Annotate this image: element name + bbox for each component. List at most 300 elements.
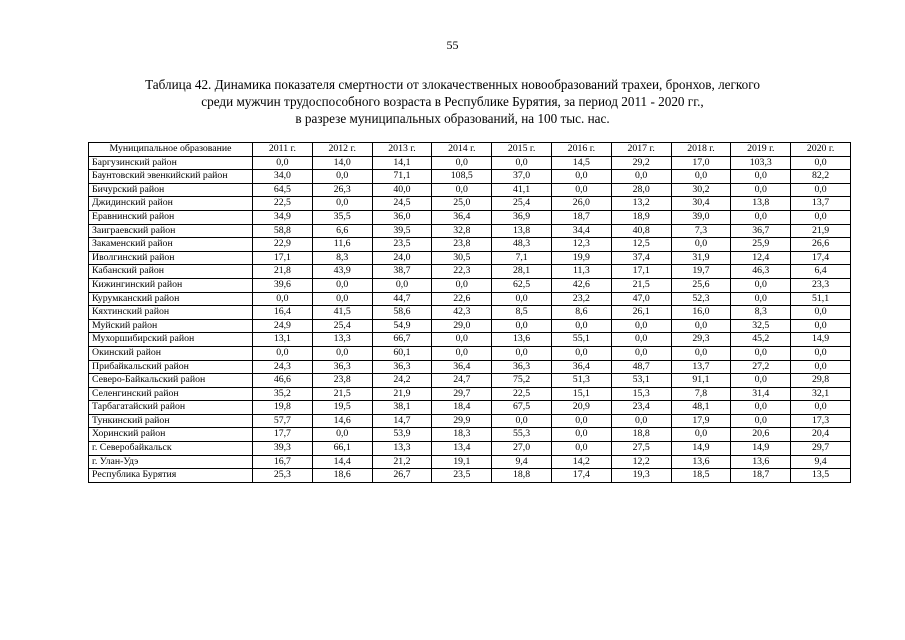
rate-value-cell: 25,9 <box>731 238 791 252</box>
caption-line-2: среди мужчин трудоспособного возраста в Республике Бурятия, за период 2011 - 2020 гг., <box>201 94 704 109</box>
rate-value-cell: 0,0 <box>791 319 851 333</box>
rate-value-cell: 55,3 <box>492 428 552 442</box>
rate-value-cell: 29,8 <box>791 374 851 388</box>
rate-value-cell: 0,0 <box>253 292 313 306</box>
rate-value-cell: 39,3 <box>253 442 313 456</box>
rate-value-cell: 43,9 <box>312 265 372 279</box>
mortality-table <box>88 142 851 483</box>
rate-value-cell: 13,1 <box>253 333 313 347</box>
rate-value-cell: 75,2 <box>492 374 552 388</box>
column-header-year: 2020 г. <box>791 143 851 157</box>
municipality-name-cell: Северо-Байкальский район <box>89 374 253 388</box>
rate-value-cell: 14,1 <box>372 156 432 170</box>
rate-value-cell: 48,3 <box>492 238 552 252</box>
rate-value-cell: 0,0 <box>551 346 611 360</box>
municipality-name-cell: Окинский район <box>89 346 253 360</box>
rate-value-cell: 29,9 <box>432 414 492 428</box>
rate-value-cell: 40,0 <box>372 183 432 197</box>
column-header-year: 2012 г. <box>312 143 372 157</box>
municipality-name-cell: Баргузинский район <box>89 156 253 170</box>
rate-value-cell: 22,9 <box>253 238 313 252</box>
rate-value-cell: 8,5 <box>492 306 552 320</box>
caption-line-3: в разрезе муниципальных образований, на 100 тыс. нас. <box>295 111 610 126</box>
rate-value-cell: 0,0 <box>312 346 372 360</box>
rate-value-cell: 0,0 <box>312 197 372 211</box>
rate-value-cell: 0,0 <box>731 414 791 428</box>
rate-value-cell: 8,6 <box>551 306 611 320</box>
rate-value-cell: 23,5 <box>372 238 432 252</box>
rate-value-cell: 13,4 <box>432 442 492 456</box>
column-header-year: 2018 г. <box>671 143 731 157</box>
rate-value-cell: 26,7 <box>372 469 432 483</box>
rate-value-cell: 14,5 <box>551 156 611 170</box>
rate-value-cell: 26,6 <box>791 238 851 252</box>
rate-value-cell: 66,1 <box>312 442 372 456</box>
municipality-name-cell: Тарбагатайский район <box>89 401 253 415</box>
rate-value-cell: 15,1 <box>551 387 611 401</box>
rate-value-cell: 0,0 <box>731 401 791 415</box>
table-row <box>89 278 851 292</box>
rate-value-cell: 66,7 <box>372 333 432 347</box>
rate-value-cell: 0,0 <box>791 156 851 170</box>
rate-value-cell: 25,4 <box>492 197 552 211</box>
rate-value-cell: 0,0 <box>312 292 372 306</box>
municipality-name-cell: Кижингинский район <box>89 278 253 292</box>
rate-value-cell: 18,5 <box>671 469 731 483</box>
rate-value-cell: 51,1 <box>791 292 851 306</box>
rate-value-cell: 35,2 <box>253 387 313 401</box>
table-caption <box>60 76 845 127</box>
rate-value-cell: 19,3 <box>611 469 671 483</box>
rate-value-cell: 8,3 <box>312 251 372 265</box>
rate-value-cell: 0,0 <box>432 278 492 292</box>
rate-value-cell: 20,9 <box>551 401 611 415</box>
rate-value-cell: 21,8 <box>253 265 313 279</box>
rate-value-cell: 12,4 <box>731 251 791 265</box>
rate-value-cell: 91,1 <box>671 374 731 388</box>
rate-value-cell: 0,0 <box>432 333 492 347</box>
rate-value-cell: 23,8 <box>432 238 492 252</box>
rate-value-cell: 0,0 <box>312 428 372 442</box>
rate-value-cell: 17,4 <box>791 251 851 265</box>
table-header-row <box>89 143 851 157</box>
rate-value-cell: 13,8 <box>731 197 791 211</box>
rate-value-cell: 17,9 <box>671 414 731 428</box>
rate-value-cell: 67,5 <box>492 401 552 415</box>
rate-value-cell: 36,4 <box>432 210 492 224</box>
rate-value-cell: 21,5 <box>611 278 671 292</box>
rate-value-cell: 34,9 <box>253 210 313 224</box>
rate-value-cell: 39,6 <box>253 278 313 292</box>
column-header-municipality: Муниципальное образование <box>89 143 253 157</box>
table-row <box>89 374 851 388</box>
table-row <box>89 224 851 238</box>
rate-value-cell: 21,5 <box>312 387 372 401</box>
rate-value-cell: 19,8 <box>253 401 313 415</box>
rate-value-cell: 19,5 <box>312 401 372 415</box>
rate-value-cell: 41,5 <box>312 306 372 320</box>
rate-value-cell: 0,0 <box>671 428 731 442</box>
rate-value-cell: 18,9 <box>611 210 671 224</box>
municipality-name-cell: Кяхтинский район <box>89 306 253 320</box>
rate-value-cell: 0,0 <box>731 210 791 224</box>
rate-value-cell: 108,5 <box>432 170 492 184</box>
municipality-name-cell: Прибайкальский район <box>89 360 253 374</box>
table-row <box>89 333 851 347</box>
rate-value-cell: 103,3 <box>731 156 791 170</box>
rate-value-cell: 62,5 <box>492 278 552 292</box>
rate-value-cell: 0,0 <box>731 374 791 388</box>
rate-value-cell: 13,6 <box>492 333 552 347</box>
rate-value-cell: 0,0 <box>611 333 671 347</box>
rate-value-cell: 18,3 <box>432 428 492 442</box>
rate-value-cell: 13,8 <box>492 224 552 238</box>
table-body <box>89 156 851 482</box>
rate-value-cell: 36,3 <box>312 360 372 374</box>
municipality-name-cell: Закаменский район <box>89 238 253 252</box>
rate-value-cell: 51,3 <box>551 374 611 388</box>
rate-value-cell: 0,0 <box>432 156 492 170</box>
rate-value-cell: 8,3 <box>731 306 791 320</box>
rate-value-cell: 0,0 <box>671 346 731 360</box>
municipality-name-cell: Хоринский район <box>89 428 253 442</box>
rate-value-cell: 41,1 <box>492 183 552 197</box>
table-row <box>89 251 851 265</box>
rate-value-cell: 55,1 <box>551 333 611 347</box>
rate-value-cell: 17,3 <box>791 414 851 428</box>
table-row <box>89 238 851 252</box>
rate-value-cell: 13,2 <box>611 197 671 211</box>
rate-value-cell: 0,0 <box>492 346 552 360</box>
rate-value-cell: 13,6 <box>731 455 791 469</box>
rate-value-cell: 0,0 <box>611 319 671 333</box>
rate-value-cell: 24,9 <box>253 319 313 333</box>
rate-value-cell: 0,0 <box>372 278 432 292</box>
rate-value-cell: 17,0 <box>671 156 731 170</box>
municipality-name-cell: Тункинский район <box>89 414 253 428</box>
rate-value-cell: 82,2 <box>791 170 851 184</box>
rate-value-cell: 20,6 <box>731 428 791 442</box>
rate-value-cell: 0,0 <box>791 306 851 320</box>
municipality-name-cell: Бичурский район <box>89 183 253 197</box>
rate-value-cell: 0,0 <box>791 183 851 197</box>
rate-value-cell: 0,0 <box>671 319 731 333</box>
rate-value-cell: 0,0 <box>731 183 791 197</box>
rate-value-cell: 19,9 <box>551 251 611 265</box>
rate-value-cell: 0,0 <box>492 319 552 333</box>
rate-value-cell: 13,6 <box>671 455 731 469</box>
rate-value-cell: 27,5 <box>611 442 671 456</box>
rate-value-cell: 0,0 <box>791 360 851 374</box>
rate-value-cell: 29,2 <box>611 156 671 170</box>
municipality-name-cell: г. Улан-Удэ <box>89 455 253 469</box>
rate-value-cell: 14,4 <box>312 455 372 469</box>
table-row <box>89 455 851 469</box>
rate-value-cell: 34,4 <box>551 224 611 238</box>
rate-value-cell: 23,5 <box>432 469 492 483</box>
rate-value-cell: 0,0 <box>492 292 552 306</box>
page-number: 55 <box>446 38 459 52</box>
table-row <box>89 292 851 306</box>
rate-value-cell: 24,2 <box>372 374 432 388</box>
rate-value-cell: 53,1 <box>611 374 671 388</box>
rate-value-cell: 13,7 <box>791 197 851 211</box>
rate-value-cell: 58,8 <box>253 224 313 238</box>
rate-value-cell: 25,6 <box>671 278 731 292</box>
rate-value-cell: 15,3 <box>611 387 671 401</box>
rate-value-cell: 30,5 <box>432 251 492 265</box>
table-row <box>89 170 851 184</box>
rate-value-cell: 32,1 <box>791 387 851 401</box>
rate-value-cell: 24,5 <box>372 197 432 211</box>
rate-value-cell: 29,3 <box>671 333 731 347</box>
rate-value-cell: 7,1 <box>492 251 552 265</box>
rate-value-cell: 0,0 <box>611 170 671 184</box>
rate-value-cell: 32,8 <box>432 224 492 238</box>
rate-value-cell: 27,2 <box>731 360 791 374</box>
rate-value-cell: 22,6 <box>432 292 492 306</box>
table-row <box>89 210 851 224</box>
rate-value-cell: 36,4 <box>551 360 611 374</box>
rate-value-cell: 0,0 <box>551 442 611 456</box>
rate-value-cell: 71,1 <box>372 170 432 184</box>
table-row <box>89 360 851 374</box>
table-row <box>89 346 851 360</box>
rate-value-cell: 7,3 <box>671 224 731 238</box>
rate-value-cell: 13,3 <box>372 442 432 456</box>
rate-value-cell: 0,0 <box>731 292 791 306</box>
rate-value-cell: 0,0 <box>611 346 671 360</box>
rate-value-cell: 54,9 <box>372 319 432 333</box>
rate-value-cell: 47,0 <box>611 292 671 306</box>
rate-value-cell: 7,8 <box>671 387 731 401</box>
rate-value-cell: 19,7 <box>671 265 731 279</box>
rate-value-cell: 22,3 <box>432 265 492 279</box>
rate-value-cell: 28,1 <box>492 265 552 279</box>
table-row <box>89 183 851 197</box>
rate-value-cell: 26,3 <box>312 183 372 197</box>
rate-value-cell: 12,5 <box>611 238 671 252</box>
table-row <box>89 265 851 279</box>
rate-value-cell: 21,2 <box>372 455 432 469</box>
rate-value-cell: 29,0 <box>432 319 492 333</box>
rate-value-cell: 0,0 <box>671 238 731 252</box>
rate-value-cell: 9,4 <box>791 455 851 469</box>
column-header-year: 2014 г. <box>432 143 492 157</box>
rate-value-cell: 0,0 <box>791 346 851 360</box>
rate-value-cell: 36,0 <box>372 210 432 224</box>
table-row <box>89 428 851 442</box>
rate-value-cell: 23,3 <box>791 278 851 292</box>
rate-value-cell: 11,3 <box>551 265 611 279</box>
rate-value-cell: 0,0 <box>432 183 492 197</box>
rate-value-cell: 37,0 <box>492 170 552 184</box>
rate-value-cell: 25,3 <box>253 469 313 483</box>
rate-value-cell: 20,4 <box>791 428 851 442</box>
rate-value-cell: 14,9 <box>671 442 731 456</box>
rate-value-cell: 48,7 <box>611 360 671 374</box>
table-row <box>89 306 851 320</box>
caption-line-1: Таблица 42. Динамика показателя смертности от злокачественных новообразований трахеи, бронхов, легкого <box>145 77 760 92</box>
rate-value-cell: 0,0 <box>551 414 611 428</box>
rate-value-cell: 24,3 <box>253 360 313 374</box>
municipality-name-cell: Муйский район <box>89 319 253 333</box>
rate-value-cell: 32,5 <box>731 319 791 333</box>
rate-value-cell: 36,4 <box>432 360 492 374</box>
rate-value-cell: 0,0 <box>253 156 313 170</box>
rate-value-cell: 0,0 <box>551 428 611 442</box>
rate-value-cell: 29,7 <box>791 442 851 456</box>
municipality-name-cell: Курумканский район <box>89 292 253 306</box>
rate-value-cell: 17,1 <box>611 265 671 279</box>
rate-value-cell: 60,1 <box>372 346 432 360</box>
rate-value-cell: 27,0 <box>492 442 552 456</box>
rate-value-cell: 22,5 <box>492 387 552 401</box>
rate-value-cell: 42,6 <box>551 278 611 292</box>
table-row <box>89 469 851 483</box>
rate-value-cell: 12,2 <box>611 455 671 469</box>
rate-value-cell: 52,3 <box>671 292 731 306</box>
rate-value-cell: 23,2 <box>551 292 611 306</box>
rate-value-cell: 0,0 <box>551 183 611 197</box>
rate-value-cell: 18,7 <box>551 210 611 224</box>
rate-value-cell: 35,5 <box>312 210 372 224</box>
rate-value-cell: 14,7 <box>372 414 432 428</box>
table-row <box>89 414 851 428</box>
rate-value-cell: 29,7 <box>432 387 492 401</box>
rate-value-cell: 22,5 <box>253 197 313 211</box>
rate-value-cell: 0,0 <box>312 170 372 184</box>
table-row <box>89 319 851 333</box>
municipality-name-cell: Еравнинский район <box>89 210 253 224</box>
rate-value-cell: 31,4 <box>731 387 791 401</box>
column-header-year: 2011 г. <box>253 143 313 157</box>
rate-value-cell: 14,9 <box>791 333 851 347</box>
rate-value-cell: 21,9 <box>791 224 851 238</box>
rate-value-cell: 14,6 <box>312 414 372 428</box>
rate-value-cell: 18,6 <box>312 469 372 483</box>
rate-value-cell: 0,0 <box>611 414 671 428</box>
rate-value-cell: 48,1 <box>671 401 731 415</box>
rate-value-cell: 53,9 <box>372 428 432 442</box>
rate-value-cell: 0,0 <box>551 170 611 184</box>
municipality-name-cell: г. Северобайкальск <box>89 442 253 456</box>
rate-value-cell: 25,0 <box>432 197 492 211</box>
rate-value-cell: 18,4 <box>432 401 492 415</box>
rate-value-cell: 0,0 <box>432 346 492 360</box>
rate-value-cell: 34,0 <box>253 170 313 184</box>
rate-value-cell: 17,1 <box>253 251 313 265</box>
rate-value-cell: 36,3 <box>372 360 432 374</box>
column-header-year: 2015 г. <box>492 143 552 157</box>
rate-value-cell: 18,8 <box>611 428 671 442</box>
rate-value-cell: 0,0 <box>551 319 611 333</box>
rate-value-cell: 0,0 <box>731 170 791 184</box>
rate-value-cell: 64,5 <box>253 183 313 197</box>
rate-value-cell: 28,0 <box>611 183 671 197</box>
table-row <box>89 387 851 401</box>
rate-value-cell: 44,7 <box>372 292 432 306</box>
rate-value-cell: 42,3 <box>432 306 492 320</box>
rate-value-cell: 0,0 <box>492 156 552 170</box>
municipality-name-cell: Заиграевский район <box>89 224 253 238</box>
municipality-name-cell: Кабанский район <box>89 265 253 279</box>
rate-value-cell: 13,3 <box>312 333 372 347</box>
rate-value-cell: 45,2 <box>731 333 791 347</box>
rate-value-cell: 21,9 <box>372 387 432 401</box>
rate-value-cell: 26,1 <box>611 306 671 320</box>
rate-value-cell: 24,0 <box>372 251 432 265</box>
rate-value-cell: 40,8 <box>611 224 671 238</box>
rate-value-cell: 0,0 <box>671 170 731 184</box>
rate-value-cell: 0,0 <box>312 278 372 292</box>
rate-value-cell: 9,4 <box>492 455 552 469</box>
rate-value-cell: 23,8 <box>312 374 372 388</box>
rate-value-cell: 14,2 <box>551 455 611 469</box>
municipality-name-cell: Селенгинский район <box>89 387 253 401</box>
rate-value-cell: 16,4 <box>253 306 313 320</box>
rate-value-cell: 31,9 <box>671 251 731 265</box>
rate-value-cell: 0,0 <box>791 401 851 415</box>
table-row <box>89 156 851 170</box>
rate-value-cell: 16,7 <box>253 455 313 469</box>
rate-value-cell: 37,4 <box>611 251 671 265</box>
rate-value-cell: 39,0 <box>671 210 731 224</box>
rate-value-cell: 36,9 <box>492 210 552 224</box>
table-row <box>89 197 851 211</box>
rate-value-cell: 57,7 <box>253 414 313 428</box>
rate-value-cell: 18,8 <box>492 469 552 483</box>
rate-value-cell: 17,4 <box>551 469 611 483</box>
rate-value-cell: 17,7 <box>253 428 313 442</box>
rate-value-cell: 11,6 <box>312 238 372 252</box>
rate-value-cell: 14,0 <box>312 156 372 170</box>
rate-value-cell: 36,7 <box>731 224 791 238</box>
table-row <box>89 442 851 456</box>
rate-value-cell: 46,3 <box>731 265 791 279</box>
rate-value-cell: 38,7 <box>372 265 432 279</box>
rate-value-cell: 13,7 <box>671 360 731 374</box>
municipality-name-cell: Республика Бурятия <box>89 469 253 483</box>
rate-value-cell: 30,2 <box>671 183 731 197</box>
rate-value-cell: 25,4 <box>312 319 372 333</box>
rate-value-cell: 26,0 <box>551 197 611 211</box>
column-header-year: 2017 г. <box>611 143 671 157</box>
rate-value-cell: 0,0 <box>492 414 552 428</box>
rate-value-cell: 12,3 <box>551 238 611 252</box>
municipality-name-cell: Иволгинский район <box>89 251 253 265</box>
rate-value-cell: 38,1 <box>372 401 432 415</box>
column-header-year: 2016 г. <box>551 143 611 157</box>
rate-value-cell: 23,4 <box>611 401 671 415</box>
rate-value-cell: 46,6 <box>253 374 313 388</box>
rate-value-cell: 16,0 <box>671 306 731 320</box>
rate-value-cell: 0,0 <box>791 210 851 224</box>
column-header-year: 2019 г. <box>731 143 791 157</box>
municipality-name-cell: Мухоршибирский район <box>89 333 253 347</box>
rate-value-cell: 6,6 <box>312 224 372 238</box>
rate-value-cell: 6,4 <box>791 265 851 279</box>
column-header-year: 2013 г. <box>372 143 432 157</box>
rate-value-cell: 30,4 <box>671 197 731 211</box>
rate-value-cell: 18,7 <box>731 469 791 483</box>
municipality-name-cell: Баунтовский эвенкийский район <box>89 170 253 184</box>
rate-value-cell: 13,5 <box>791 469 851 483</box>
rate-value-cell: 24,7 <box>432 374 492 388</box>
rate-value-cell: 0,0 <box>731 346 791 360</box>
table-row <box>89 401 851 415</box>
rate-value-cell: 39,5 <box>372 224 432 238</box>
